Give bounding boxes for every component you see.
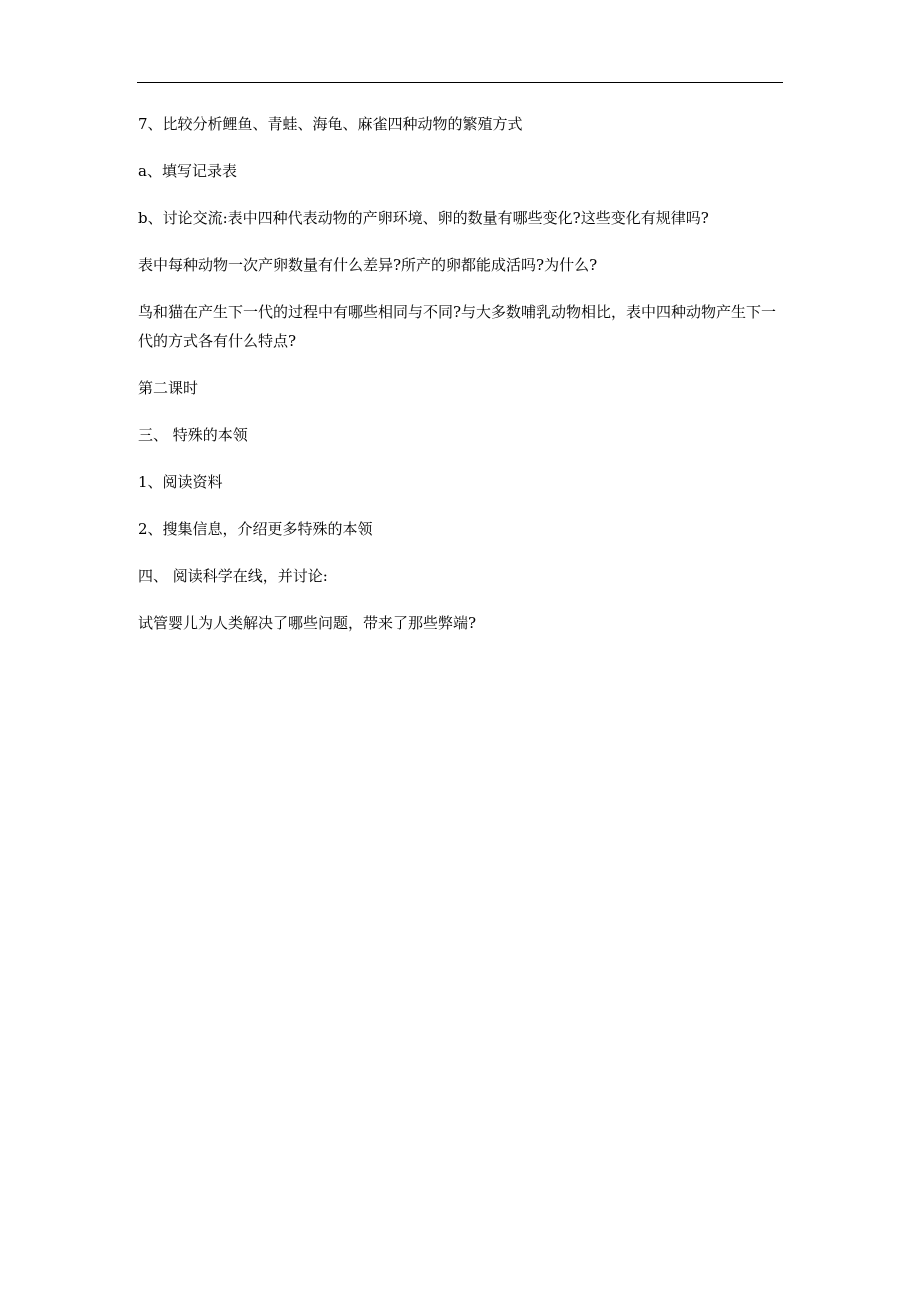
- paragraph-fill-record-table: a、填写记录表: [138, 162, 237, 180]
- header-rule: [137, 82, 783, 83]
- paragraph-egg-count-question: 表中每种动物一次产卵数量有什么差异?所产的卵都能成活吗?为什么?: [138, 256, 598, 274]
- paragraph-compare-reproduction: 7、比较分析鲤鱼、青蛙、海龟、麻雀四种动物的繁殖方式: [138, 115, 523, 133]
- paragraph-ivf-question: 试管婴儿为人类解决了哪些问题，带来了那些弊端?: [138, 614, 477, 632]
- paragraph-special-skills-heading: 三、 特殊的本领: [138, 426, 248, 444]
- paragraph-second-lesson-heading: 第二课时: [138, 379, 199, 397]
- paragraph-discussion-egg-environment: b、讨论交流:表中四种代表动物的产卵环境、卵的数量有哪些变化?这些变化有规律吗?: [138, 209, 709, 227]
- paragraph-read-materials: 1、阅读资料: [138, 473, 223, 491]
- paragraph-collect-information: 2、搜集信息，介绍更多特殊的本领: [138, 520, 373, 538]
- document-body: [138, 110, 788, 656]
- paragraph-science-online-heading: 四、 阅读科学在线，并讨论:: [138, 567, 328, 585]
- paragraph-bird-cat-comparison: 鸟和猫在产生下一代的过程中有哪些相同与不同?与大多数哺乳动物相比，表中四种动物产生下一代的方式各有什么特点?: [138, 303, 777, 350]
